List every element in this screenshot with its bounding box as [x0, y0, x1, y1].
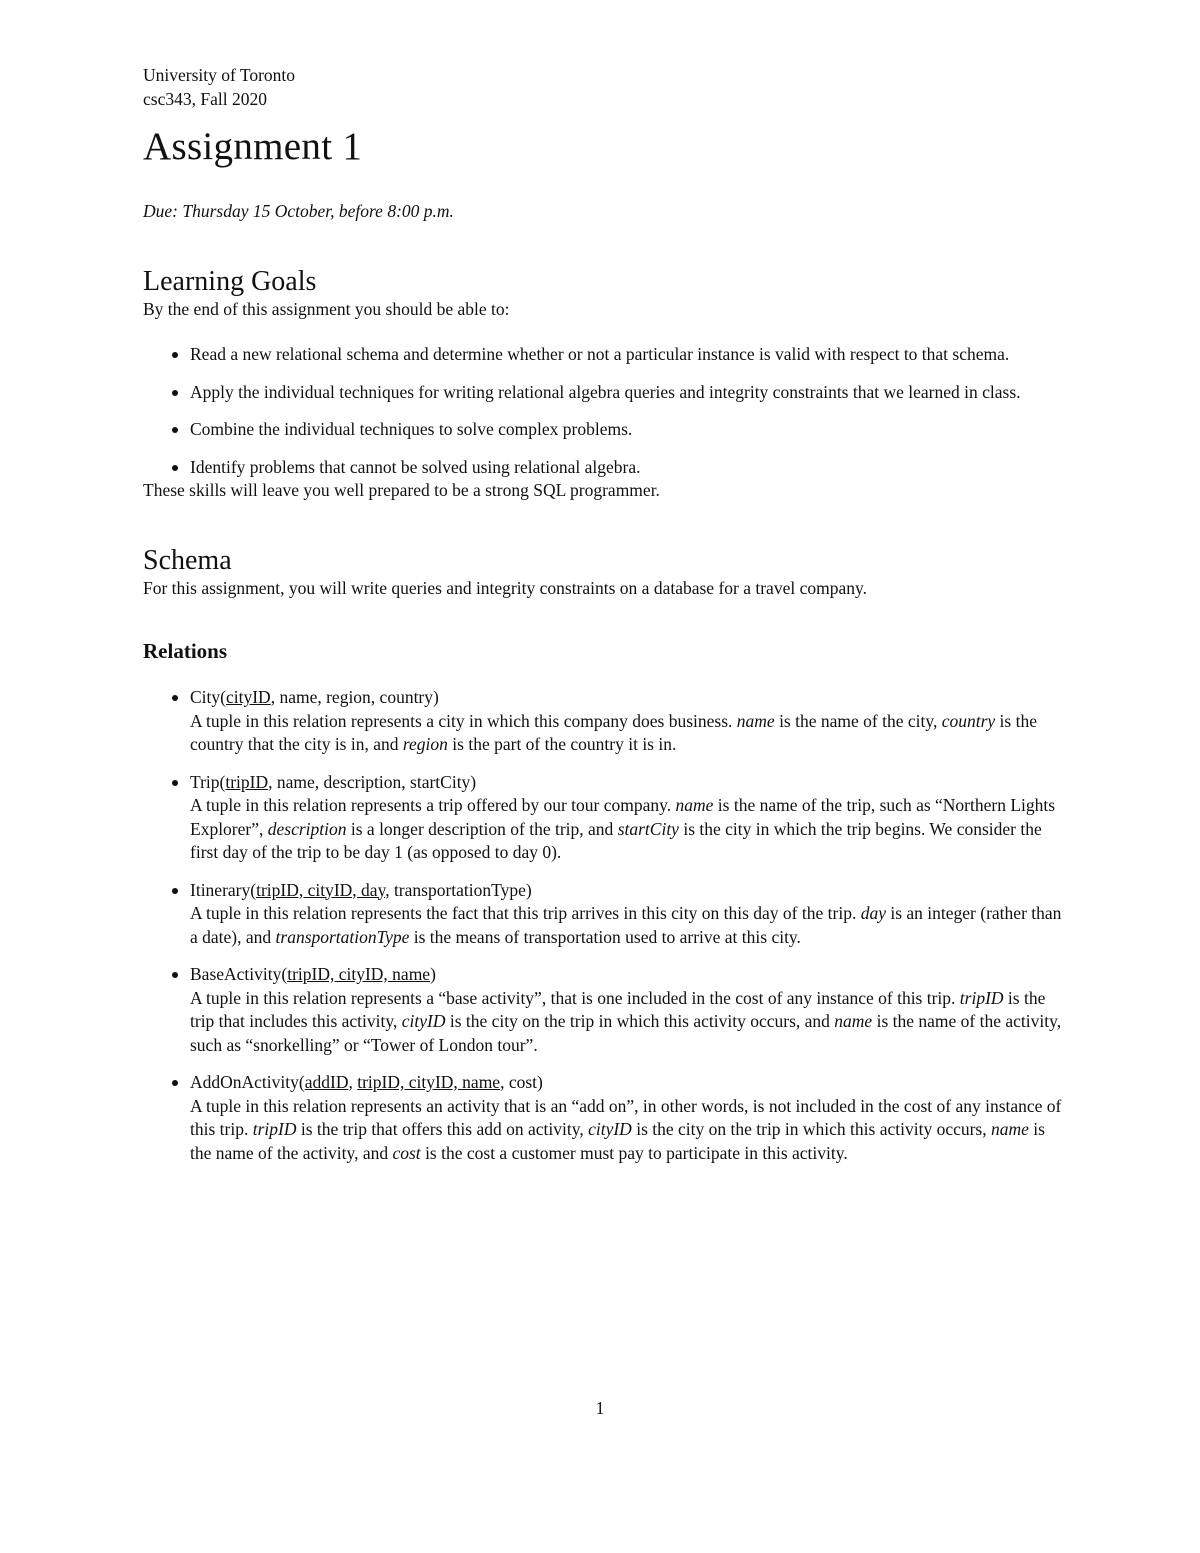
relation-signature: Trip(tripID, name, description, startCity)	[190, 771, 477, 792]
desc-text: A tuple in this relation represents an activity that is an “add on”, in other words, is not included in the cost of any instance of this trip.	[190, 1095, 1062, 1139]
bullet-icon	[172, 465, 178, 471]
attribute-term: country	[941, 710, 996, 731]
document-page	[143, 64, 1063, 1165]
desc-text: is the name of the city,	[774, 710, 942, 731]
relation-description	[190, 903, 1061, 947]
page-number: 1	[595, 1398, 605, 1418]
attribute-term: name	[834, 1011, 873, 1031]
desc-text: A tuple in this relation represents the fact that this trip arrives in this city on this day of the trip.	[190, 903, 861, 923]
attribute-term: cityID	[588, 1119, 632, 1139]
attribute-term: transportationType	[275, 926, 410, 947]
goal-text: Identify problems that cannot be solved using relational algebra.	[190, 456, 641, 477]
desc-text: A tuple in this relation represents a city in which this company does business.	[190, 710, 737, 731]
relation-description	[190, 988, 1061, 1055]
relation-key: tripID	[225, 771, 269, 792]
bullet-icon	[172, 695, 178, 701]
relation-attributes: , cost)	[500, 1072, 543, 1092]
relation-key: tripID, cityID, name	[287, 964, 431, 984]
learning-goals-intro: By the end of this assignment you should be able to:	[143, 298, 510, 319]
bullet-icon	[172, 390, 178, 396]
desc-text: is the part of the country it is in.	[447, 734, 677, 754]
relation-attributes: , transportationType)	[385, 879, 532, 900]
desc-text: is the country that the city is in, and	[190, 710, 1037, 754]
relation-attributes: , name, description, startCity)	[268, 771, 477, 792]
relation-separator: ,	[348, 1072, 358, 1092]
list-item	[143, 343, 1063, 367]
goal-text: Read a new relational schema and determine whether or not a particular instance is valid with respect to that schema.	[190, 344, 1010, 364]
relation-key: tripID, cityID, day	[256, 879, 386, 900]
attribute-term: description	[267, 818, 347, 839]
attribute-term: tripID	[959, 987, 1004, 1008]
goal-text: Apply the individual techniques for writing relational algebra queries and integrity constraints that we learned in class.	[190, 381, 1021, 402]
bullet-icon	[172, 1080, 178, 1086]
learning-goals-list	[143, 343, 1063, 479]
attribute-term: cityID	[401, 1011, 446, 1031]
desc-text: is the name of the activity, and	[190, 1119, 1045, 1163]
relation-name: Trip	[190, 771, 220, 792]
bullet-icon	[172, 780, 178, 786]
desc-text: A tuple in this relation represents a trip offered by our tour company.	[190, 795, 676, 815]
attribute-term: name	[991, 1119, 1029, 1139]
desc-text: is the city in which the trip begins. We consider the first day of the trip to be day 1 (as opposed to day 0).	[190, 818, 1042, 862]
relation-attributes: )	[430, 964, 436, 984]
bullet-icon	[172, 352, 178, 358]
relations-list	[143, 686, 1063, 1165]
attribute-term: cost	[392, 1142, 421, 1163]
learning-goals-heading: Learning Goals	[143, 265, 317, 297]
relations-heading: Relations	[143, 639, 227, 663]
desc-text: is an integer (rather than a date), and	[190, 903, 1062, 947]
list-item	[143, 381, 1063, 405]
assignment-title: Assignment 1	[143, 125, 363, 168]
bullet-icon	[172, 972, 178, 978]
relation-attributes: , name, region, country)	[270, 687, 439, 707]
relation-description	[190, 711, 1037, 755]
bullet-icon	[172, 427, 178, 433]
relation-description	[190, 795, 1055, 862]
desc-text: is the city on the trip in which this activity occurs,	[631, 1119, 991, 1139]
relation-name: City	[190, 687, 221, 707]
relation-key: tripID, cityID, name	[357, 1072, 501, 1092]
desc-text: A tuple in this relation represents a “base activity”, that is one included in the cost of any instance of this trip.	[190, 987, 960, 1008]
attribute-term: name	[675, 795, 714, 815]
relation-city	[143, 686, 1063, 757]
goal-text: Combine the individual techniques to solve complex problems.	[190, 419, 633, 439]
desc-text: is the name of the trip, such as “Northern Lights Explorer”,	[190, 795, 1056, 839]
bullet-icon	[172, 888, 178, 894]
attribute-term: name	[736, 710, 775, 731]
desc-text: is the trip that includes this activity,	[190, 987, 1046, 1031]
relation-addon-activity	[143, 1071, 1063, 1165]
desc-text: is the trip that offers this add on activity,	[296, 1119, 589, 1139]
relation-name: BaseActivity	[190, 964, 282, 984]
desc-text: is a longer description of the trip, and	[346, 818, 618, 839]
list-item	[143, 418, 1063, 442]
relation-name: Itinerary	[190, 879, 251, 900]
relation-trip	[143, 771, 1063, 865]
attribute-term: region	[402, 734, 448, 754]
relation-signature: AddOnActivity(addID, tripID, cityID, name, cost)	[190, 1072, 543, 1092]
attribute-term: day	[860, 903, 886, 923]
attribute-term: startCity	[617, 818, 679, 839]
desc-text: is the means of transportation used to arrive at this city.	[409, 926, 801, 947]
learning-goals-closing: These skills will leave you well prepared to be a strong SQL programmer.	[143, 480, 660, 500]
attribute-term: tripID	[252, 1119, 297, 1139]
relation-base-activity	[143, 963, 1063, 1057]
relation-key: addID	[304, 1072, 349, 1092]
university-name: University of Toronto	[143, 65, 296, 85]
list-item	[143, 456, 1063, 480]
desc-text: is the cost a customer must pay to participate in this activity.	[420, 1142, 848, 1163]
relation-signature: BaseActivity(tripID, cityID, name)	[190, 964, 436, 984]
desc-text: is the city on the trip in which this activity occurs, and	[445, 1011, 835, 1031]
relation-signature: City(cityID, name, region, country)	[190, 687, 439, 707]
relation-name: AddOnActivity	[190, 1072, 299, 1092]
desc-text: is the name of the activity, such as “snorkelling” or “Tower of London tour”.	[190, 1011, 1062, 1055]
course-term: csc343, Fall 2020	[143, 88, 267, 109]
schema-heading: Schema	[143, 544, 232, 576]
relation-description	[190, 1096, 1061, 1163]
relation-key: cityID	[225, 687, 271, 707]
due-date: Due: Thursday 15 October, before 8:00 p.m.	[143, 201, 454, 221]
schema-intro: For this assignment, you will write queries and integrity constraints on a database for a travel company.	[143, 577, 867, 598]
relation-itinerary	[143, 879, 1063, 950]
relation-signature: Itinerary(tripID, cityID, day, transportationType)	[190, 879, 532, 900]
